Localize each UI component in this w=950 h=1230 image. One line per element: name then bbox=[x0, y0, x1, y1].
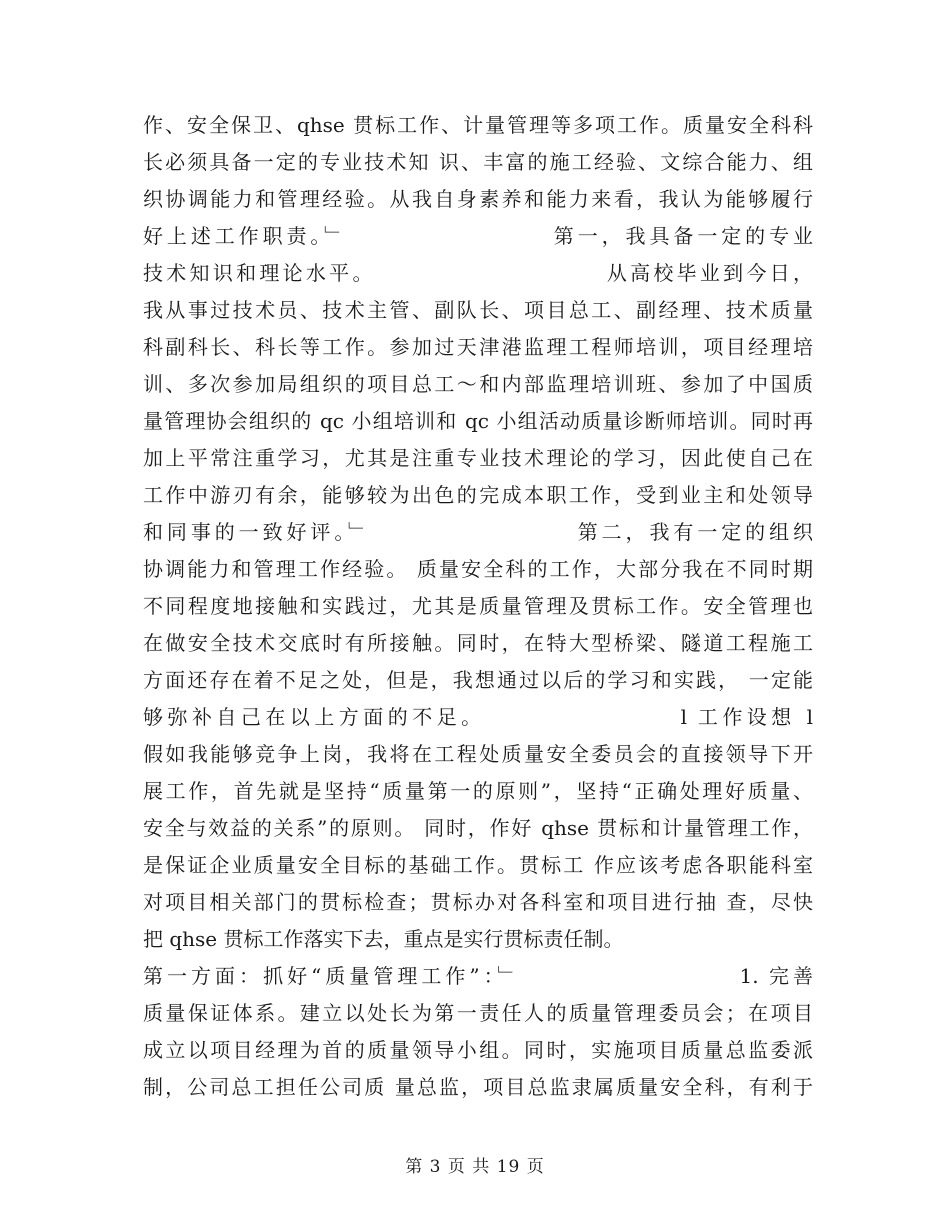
text-line: 把 qhse 贯标工作落实下去，重点是实行贯标责任制。 bbox=[143, 927, 624, 951]
text-line: 假如我能够竞争上岗，我将在工程处质量安全委员会的直接领导下开 bbox=[143, 742, 813, 766]
text-line: 够弥补自己在以上方面的不足。 l 工作设想 l bbox=[143, 705, 813, 729]
text-line: 工作中游刃有余，能够较为出色的完成本职工作，受到业主和处领导 bbox=[143, 483, 813, 507]
text-line: 和同事的一致好评。﹂ 第二，我有一定的组织 bbox=[143, 520, 813, 544]
document-body bbox=[143, 107, 813, 1106]
text-line: 训、多次参加局组织的项目总工～和内部监理培训班、参加了中国质 bbox=[143, 372, 813, 396]
text-line: 方面还存在着不足之处，但是，我想通过以后的学习和实践， 一定能 bbox=[143, 668, 813, 692]
text-line: 成立以项目经理为首的质量领导小组。同时，实施项目质量总监委派 bbox=[143, 1038, 813, 1062]
text-line: 质量保证体系。建立以处长为第一责任人的质量管理委员会；在项目 bbox=[143, 1001, 813, 1025]
text-line: 量管理协会组织的 qc 小组培训和 qc 小组活动质量诊断师培训。同时再 bbox=[143, 409, 813, 433]
text-line: 好上述工作职责。﹂ 第一，我具备一定的专业 bbox=[143, 224, 813, 248]
text-line: 展工作，首先就是坚持“质量第一的原则”，坚持“正确处理好质量、 bbox=[143, 779, 813, 803]
text-line: 第一方面：抓好“质量管理工作”：﹂ 1. 完善 bbox=[143, 964, 813, 988]
text-line: 安全与效益的关系”的原则。 同时，作好 qhse 贯标和计量管理工作， bbox=[143, 816, 813, 840]
text-line: 是保证企业质量安全目标的基础工作。贯标工 作应该考虑各职能科室 bbox=[143, 853, 813, 877]
text-line: 加上平常注重学习，尤其是注重专业技术理论的学习，因此使自己在 bbox=[143, 446, 813, 470]
text-line: 在做安全技术交底时有所接触。同时，在特大型桥梁、隧道工程施工 bbox=[143, 631, 813, 655]
text-line: 我从事过技术员、技术主管、副队长、项目总工、副经理、技术质量 bbox=[143, 298, 813, 322]
text-line: 长必须具备一定的专业技术知 识、丰富的施工经验、文综合能力、组 bbox=[143, 150, 813, 174]
text-line: 技术知识和理论水平。 从高校毕业到今日， bbox=[143, 261, 813, 285]
text-line: 制，公司总工担任公司质 量总监，项目总监隶属质量安全科，有利于 bbox=[143, 1075, 813, 1099]
text-line: 不同程度地接触和实践过，尤其是质量管理及贯标工作。安全管理也 bbox=[143, 594, 813, 618]
text-line: 织协调能力和管理经验。从我自身素养和能力来看，我认为能够履行 bbox=[143, 187, 813, 211]
text-line: 科副科长、科长等工作。参加过天津港监理工程师培训，项目经理培 bbox=[143, 335, 813, 359]
text-line: 对项目相关部门的贯标检查；贯标办对各科室和项目进行抽 查，尽快 bbox=[143, 890, 813, 914]
page-footer: 第 3 页 共 19 页 bbox=[405, 1157, 545, 1177]
text-line: 协调能力和管理工作经验。 质量安全科的工作，大部分我在不同时期 bbox=[143, 557, 813, 581]
text-line: 作、安全保卫、qhse 贯标工作、计量管理等多项工作。质量安全科科 bbox=[143, 113, 813, 137]
